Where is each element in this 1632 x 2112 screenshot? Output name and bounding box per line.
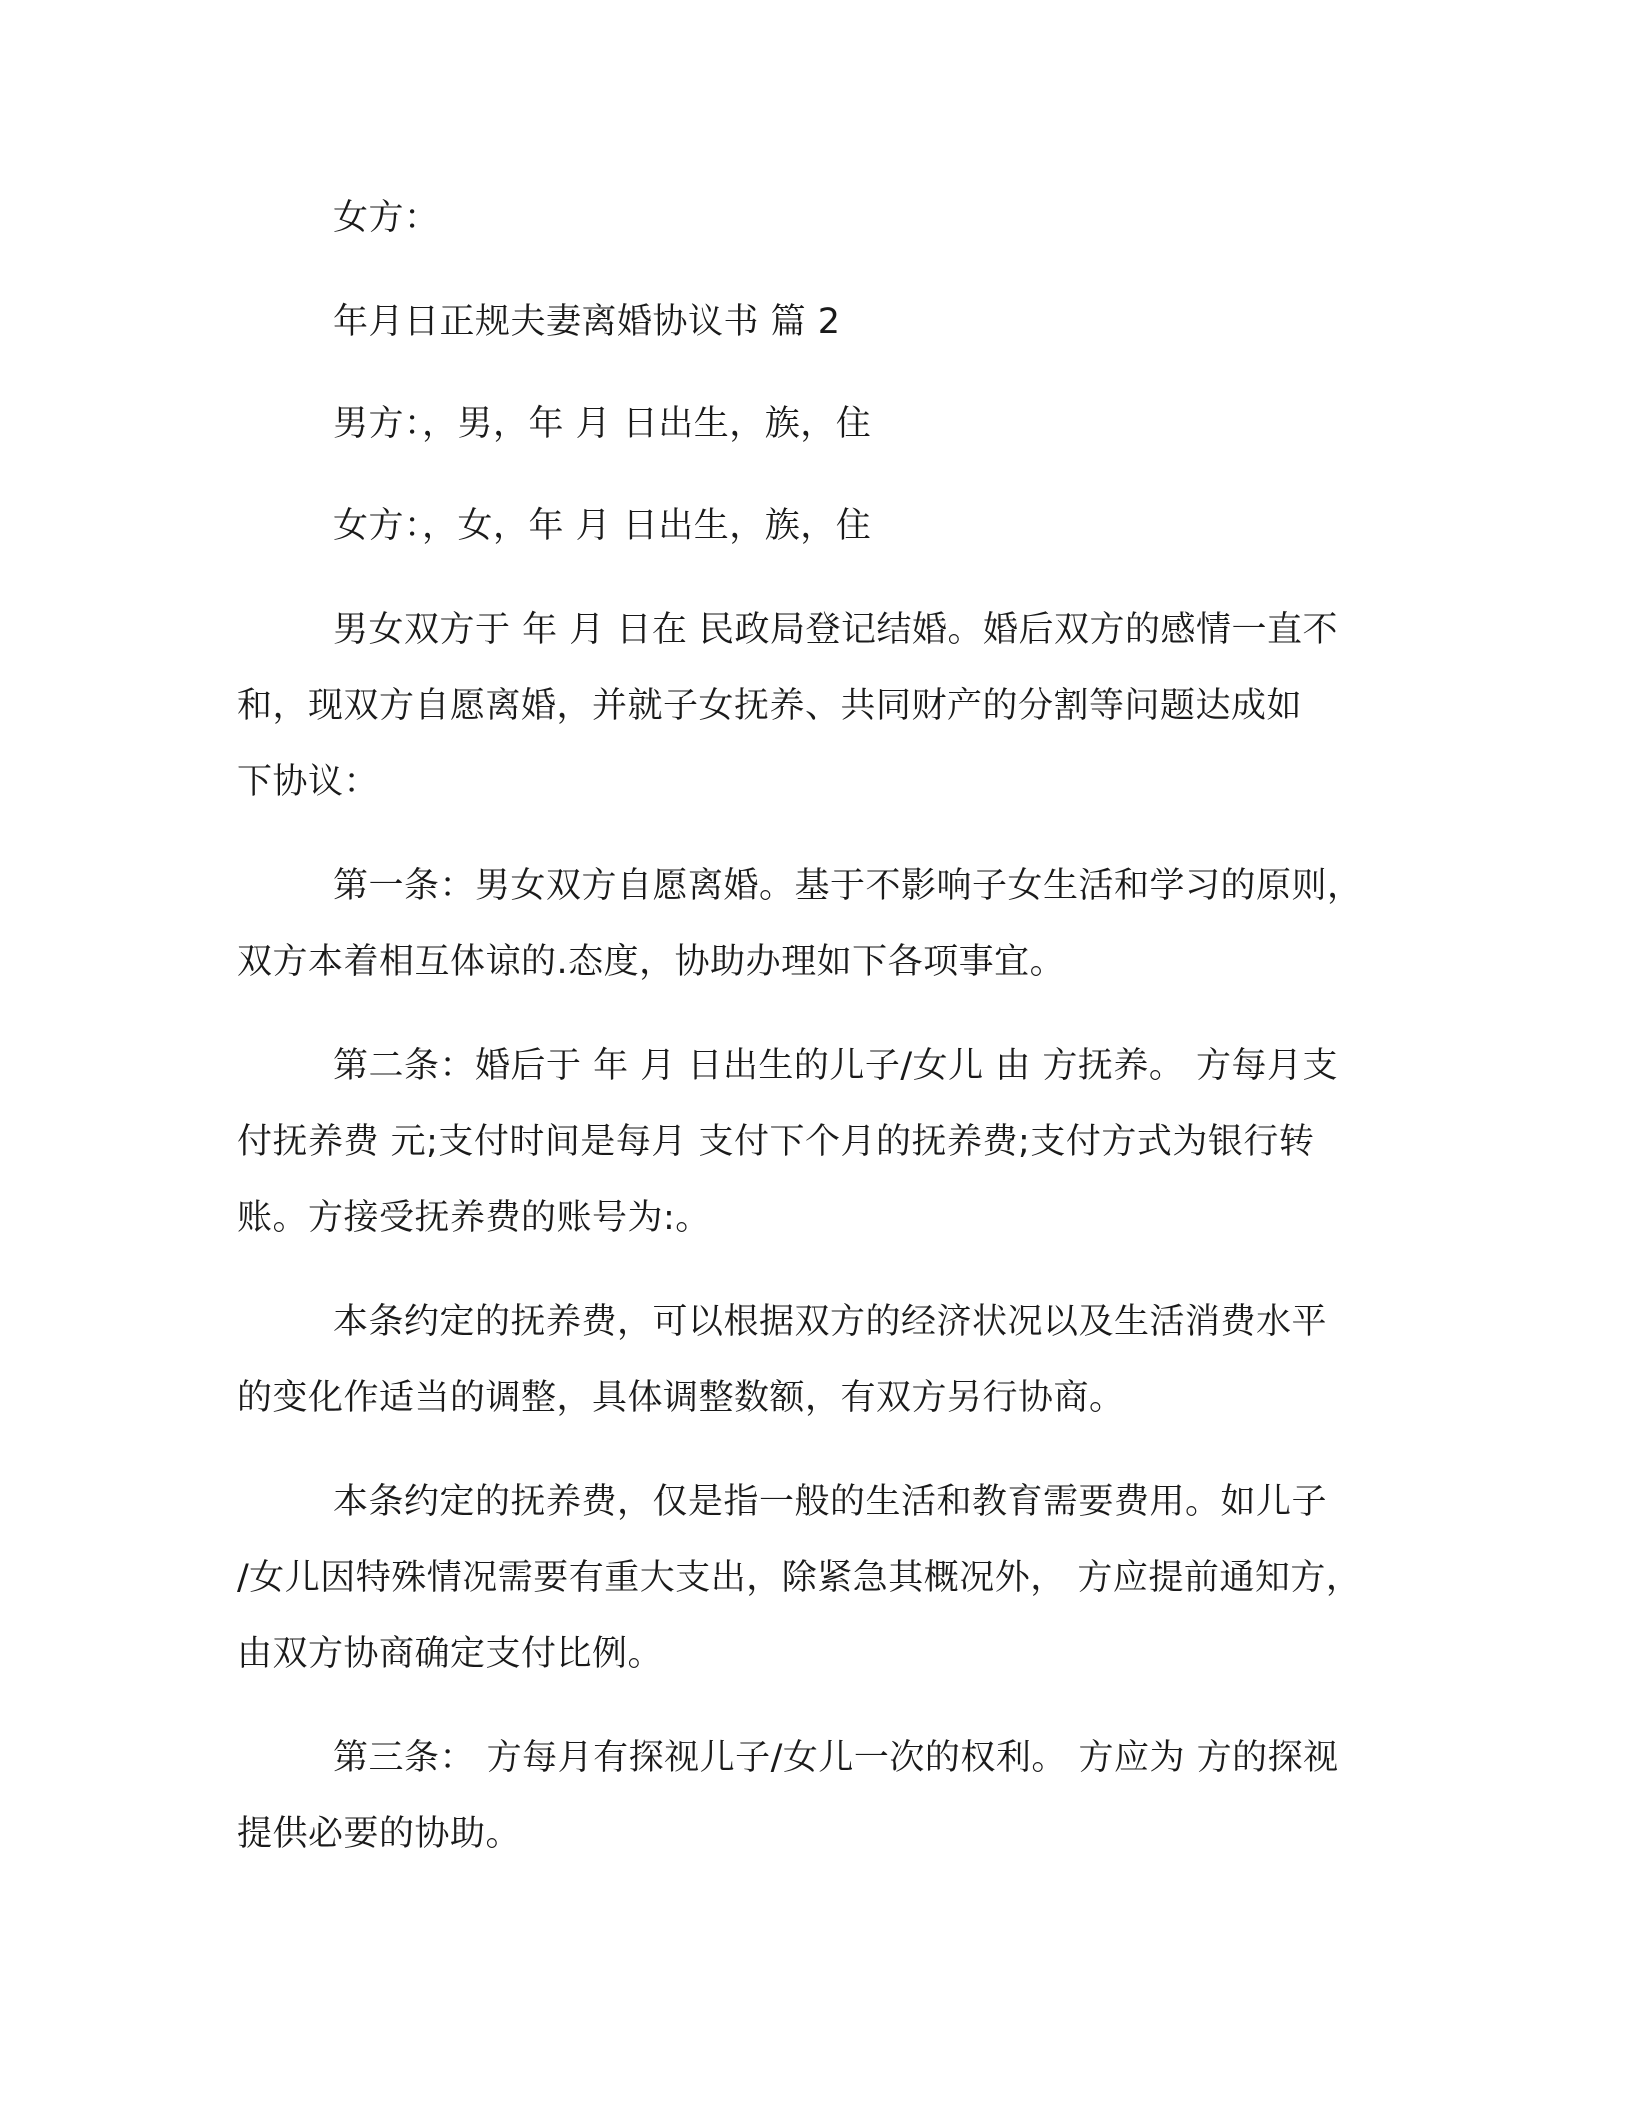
article-3-line-1: 第三条： 方每月有探视儿子/女儿一次的权利。 方应为 方的探视 xyxy=(333,1738,1339,1778)
article-3-line-2: 提供必要的协助。 xyxy=(237,1814,522,1854)
paragraph-marriage-line-2: 和，现双方自愿离婚，并就子女抚养、共同财产的分割等问题达成如 xyxy=(237,686,1303,726)
paragraph-marriage-line-1: 男女双方于 年 月 日在 民政局登记结婚。婚后双方的感情一直不 xyxy=(333,610,1339,650)
male-party-line: 男方：，男，年 月 日出生，族，住 xyxy=(333,404,872,444)
support-adjustment-line-2: 的变化作适当的调整，具体调整数额，有双方另行协商。 xyxy=(237,1378,1125,1418)
support-scope-line-1: 本条约定的抚养费，仅是指一般的生活和教育需要费用。如儿子 xyxy=(333,1482,1328,1522)
article-2-line-2: 付抚养费 元;支付时间是每月 支付下个月的抚养费;支付方式为银行转 xyxy=(237,1122,1315,1162)
section-title: 年月日正规夫妻离婚协议书 篇 2 xyxy=(333,302,841,342)
article-1-line-2: 双方本着相互体谅的.态度，协助办理如下各项事宜。 xyxy=(237,942,1066,982)
article-2-line-3: 账。方接受抚养费的账号为:。 xyxy=(237,1198,711,1238)
support-adjustment-line-1: 本条约定的抚养费，可以根据双方的经济状况以及生活消费水平 xyxy=(333,1302,1328,1342)
article-2-line-1: 第二条：婚后于 年 月 日出生的儿子/女儿 由 方抚养。 方每月支 xyxy=(333,1046,1339,1086)
female-party-label: 女方： xyxy=(333,198,440,238)
female-party-line: 女方：，女，年 月 日出生，族，住 xyxy=(333,506,872,546)
paragraph-marriage-line-3: 下协议： xyxy=(237,762,380,802)
support-scope-line-3: 由双方协商确定支付比例。 xyxy=(237,1634,664,1674)
support-scope-line-2: /女儿因特殊情况需要有重大支出，除紧急其概况外， 方应提前通知方， xyxy=(237,1558,1362,1598)
article-1-line-1: 第一条：男女双方自愿离婚。基于不影响子女生活和学习的原则， xyxy=(333,866,1363,906)
